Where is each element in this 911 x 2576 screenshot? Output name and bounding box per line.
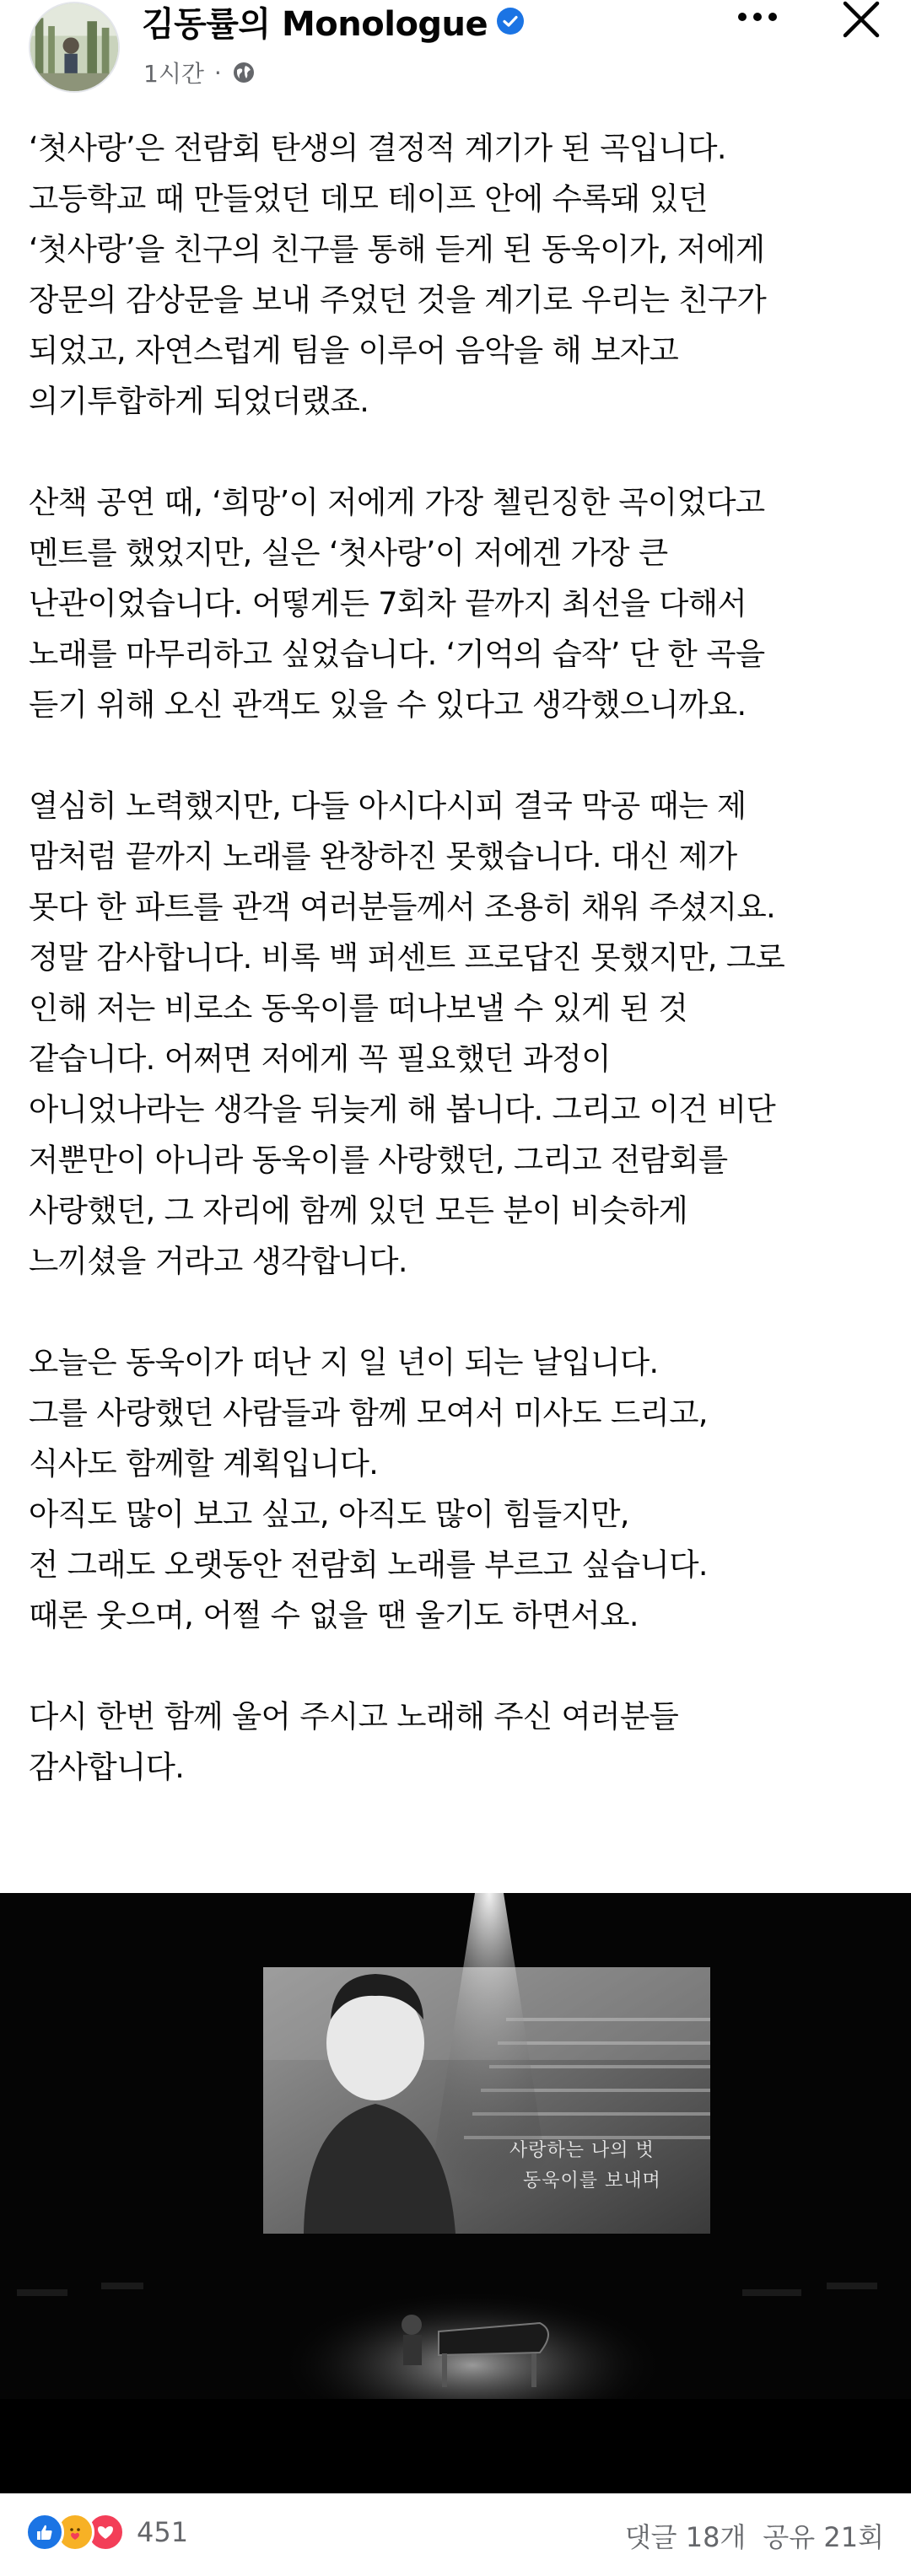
concert-stage-image (0, 1893, 911, 2493)
reactions-summary[interactable] (25, 2513, 188, 2552)
post-footer (0, 2496, 911, 2576)
post-paragraph (29, 1691, 889, 1793)
author-name[interactable]: 김동률의 Monologue (142, 4, 488, 44)
text-line: 다시 한번 함께 울어 주시고 노래해 주신 여러분들 (29, 1698, 679, 1734)
text-line: 아직도 많이 보고 싶고, 아직도 많이 힘들지만, (29, 1496, 629, 1532)
text-line: 난관이었습니다. 어떻게든 7회차 끝까지 최선을 다해서 (29, 585, 747, 621)
post-text (29, 123, 889, 1843)
post-paragraph (29, 781, 889, 1287)
text-line: 멘트를 했었지만, 실은 ‘첫사랑’이 저에겐 가장 큰 (29, 535, 668, 571)
like-icon (25, 2513, 64, 2552)
post-timestamp[interactable]: 1시간 (143, 60, 204, 88)
avatar[interactable] (29, 2, 120, 93)
text-line: 아니었나라는 생각을 뒤늦게 해 봅니다. 그리고 이건 비단 (29, 1091, 776, 1127)
text-line: 그를 사랑했던 사람들과 함께 모여서 미사도 드리고, (29, 1395, 708, 1431)
post-paragraph (29, 477, 889, 730)
comments-count[interactable]: 댓글 18개 (624, 2521, 747, 2553)
close-icon[interactable] (838, 0, 886, 40)
text-line: ‘첫사랑’을 친구의 친구를 통해 듣게 된 동욱이가, 저에게 (29, 231, 765, 267)
text-line: 되었고, 자연스럽게 팀을 이루어 음악을 해 보자고 (29, 332, 679, 368)
text-line: 맘처럼 끝까지 노래를 완창하진 못했습니다. 대신 제가 (29, 838, 737, 874)
text-line: 저뿐만이 아니라 동욱이를 사랑했던, 그리고 전람회를 (29, 1142, 728, 1178)
shares-count[interactable]: 공유 21회 (763, 2521, 884, 2553)
text-line: 의기투합하게 되었더랬죠. (29, 383, 369, 419)
reaction-count: 451 (137, 2516, 189, 2548)
text-line: 감사합니다. (29, 1749, 185, 1785)
text-line: 못다 한 파트를 관객 여러분들께서 조용히 채워 주셨지요. (29, 889, 776, 925)
text-line: 느끼셨을 거라고 생각합니다. (29, 1243, 407, 1279)
globe-icon (232, 61, 256, 84)
engagement-stats (625, 2516, 884, 2555)
photo-caption-line2: 동욱이를 보내며 (523, 2170, 661, 2191)
text-line: 때론 웃으며, 어쩔 수 없을 땐 울기도 하면서요. (29, 1597, 639, 1633)
text-line: 산책 공연 때, ‘희망’이 저에게 가장 첼린징한 곡이었다고 (29, 484, 765, 520)
text-line: 전 그래도 오랫동안 전람회 노래를 부르고 싶습니다. (29, 1546, 708, 1583)
avatar-image (30, 3, 118, 91)
text-line: 노래를 마무리하고 싶었습니다. ‘기억의 습작’ 단 한 곡을 (29, 636, 765, 672)
text-line: 오늘은 동욱이가 떠난 지 일 년이 되는 날입니다. (29, 1344, 659, 1380)
text-line: 식사도 함께할 계획입니다. (29, 1445, 379, 1482)
text-line: 정말 감사합니다. 비록 백 퍼센트 프로답진 못했지만, 그로 (29, 939, 785, 976)
photo-caption-line1: 사랑하는 나의 벗 (509, 2140, 655, 2161)
meta-separator: · (213, 58, 222, 87)
author-line (142, 0, 525, 42)
text-line: 같습니다. 어쩌면 저에게 꼭 필요했던 과정이 (29, 1041, 611, 1077)
post-paragraph (29, 1337, 889, 1641)
more-options-icon[interactable] (732, 0, 783, 34)
text-line: 고등학교 때 만들었던 데모 테이프 안에 수록돼 있던 (29, 180, 708, 217)
post-photo[interactable] (0, 1893, 911, 2493)
text-line: 듣기 위해 오신 관객도 있을 수 있다고 생각했으니까요. (29, 686, 747, 723)
post-meta (143, 56, 256, 89)
verified-badge-icon (496, 7, 525, 35)
text-line: 열심히 노력했지만, 다들 아시다시피 결국 막공 때는 제 (29, 788, 747, 824)
post-paragraph (29, 123, 889, 427)
text-line: 장문의 감상문을 보내 주었던 것을 계기로 우리는 친구가 (29, 282, 767, 318)
text-line: 인해 저는 비로소 동욱이를 떠나보낼 수 있게 된 것 (29, 990, 688, 1026)
text-line: ‘첫사랑’은 전람회 탄생의 결정적 계기가 된 곡입니다. (29, 130, 726, 166)
post-header (0, 0, 911, 101)
text-line: 사랑했던, 그 자리에 함께 있던 모든 분이 비슷하게 (29, 1192, 688, 1229)
